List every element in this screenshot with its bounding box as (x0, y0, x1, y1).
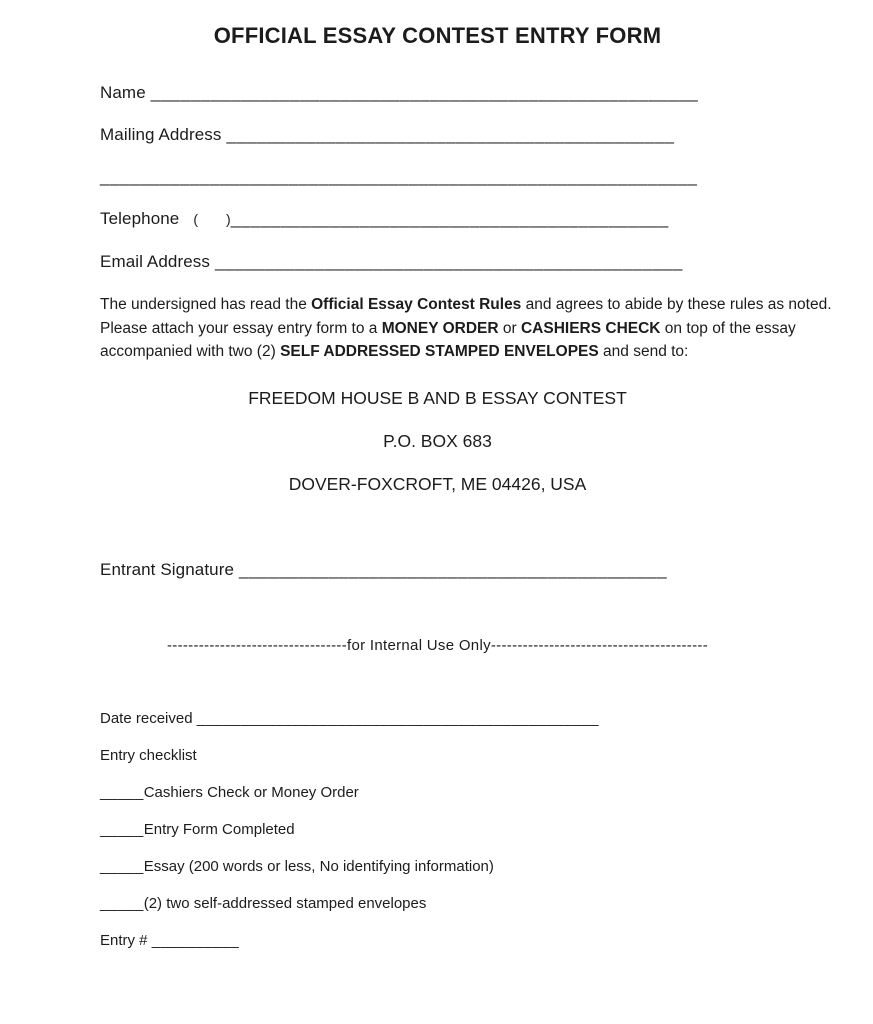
telephone-area-code-open-paren: ( (193, 211, 199, 227)
mailing-address-fill-line: _____________________________________________ (226, 125, 675, 144)
telephone-field-row (100, 208, 775, 230)
checklist-item-label: Essay (200 words or less, No identifying information) (143, 857, 494, 875)
name-field-row (100, 82, 775, 103)
checklist-blank: _____ (100, 783, 144, 801)
rules-line-2 (100, 317, 796, 341)
mailing-destination-name: FREEDOM HOUSE B AND B ESSAY CONTEST (248, 387, 627, 408)
internal-use-section (100, 709, 775, 950)
rules-line-3 (100, 340, 775, 364)
email-field-row (100, 251, 775, 272)
checklist-item-envelopes (100, 894, 775, 913)
checklist-item-label: Cashiers Check or Money Order (143, 783, 359, 801)
checklist-blank: _____ (100, 820, 144, 838)
entrant-signature-label: Entrant Signature (100, 559, 235, 579)
date-received-label: Date received (100, 709, 193, 727)
email-fill-line: _______________________________________________ (214, 252, 683, 271)
rules-text: on top of the essay (660, 319, 796, 337)
entry-number-label: Entry # (100, 931, 148, 949)
rules-line-1 (100, 293, 832, 317)
rules-bold-cashiers-check: CASHIERS CHECK (520, 319, 661, 337)
rules-text: and send to: (598, 343, 689, 360)
telephone-fill-line: ____________________________________________ (230, 209, 669, 228)
entry-number-fill-line: __________ (151, 931, 240, 949)
entrant-signature-fill-line: ___________________________________________ (239, 559, 668, 579)
entry-number-row (100, 931, 775, 950)
internal-use-only-label: for Internal Use Only (347, 636, 491, 654)
entrant-signature-row (100, 559, 775, 580)
rules-paragraph (100, 293, 832, 364)
checklist-item-entry-form (100, 820, 775, 839)
mailing-destination-po-box: P.O. BOX 683 (383, 430, 492, 451)
entry-checklist-title: Entry checklist (100, 746, 197, 764)
divider-dashes-left: ---------------------------------- (166, 636, 348, 654)
checklist-item-label: Entry Form Completed (143, 820, 295, 838)
page-title: OFFICIAL ESSAY CONTEST ENTRY FORM (213, 23, 662, 48)
telephone-area-code-close-paren: ) (226, 211, 231, 227)
name-label: Name (100, 83, 146, 102)
checklist-item-cashiers-check (100, 783, 775, 802)
mailing-destination-block (100, 388, 775, 495)
rules-text: Please attach your essay entry form to a (100, 319, 382, 337)
checklist-blank: _____ (100, 857, 144, 875)
date-received-row (100, 709, 775, 728)
mailing-address-label: Mailing Address (100, 125, 222, 144)
rules-bold-stamped-envelopes: SELF ADDRESSED STAMPED ENVELOPES (280, 343, 599, 360)
rules-bold-money-order: MONEY ORDER (381, 319, 499, 337)
rules-text: and agrees to abide by these rules as noted. (521, 296, 832, 313)
rules-text: accompanied with two (2) (100, 343, 281, 360)
rules-bold-contest-rules: Official Essay Contest Rules (311, 296, 522, 313)
checklist-blank: _____ (100, 894, 144, 912)
telephone-label: Telephone (100, 209, 180, 228)
checklist-item-essay (100, 857, 775, 876)
date-received-fill-line: ______________________________________________ (196, 709, 599, 727)
mailing-address-continuation-row (100, 166, 775, 187)
checklist-item-label: (2) two self-addressed stamped envelopes (143, 894, 427, 912)
mailing-destination-city-state: DOVER-FOXCROFT, ME 04426, USA (288, 473, 587, 494)
mailing-address-fill-line-2: ____________________________________________________________ (100, 167, 698, 186)
rules-text: The undersigned has read the (100, 296, 312, 313)
internal-use-divider (100, 636, 775, 655)
email-label: Email Address (100, 252, 210, 271)
rules-text: or (498, 319, 521, 337)
mailing-address-field-row (100, 124, 775, 145)
divider-dashes-right: ----------------------------------------- (490, 636, 708, 654)
name-fill-line: _______________________________________________________ (150, 83, 699, 102)
